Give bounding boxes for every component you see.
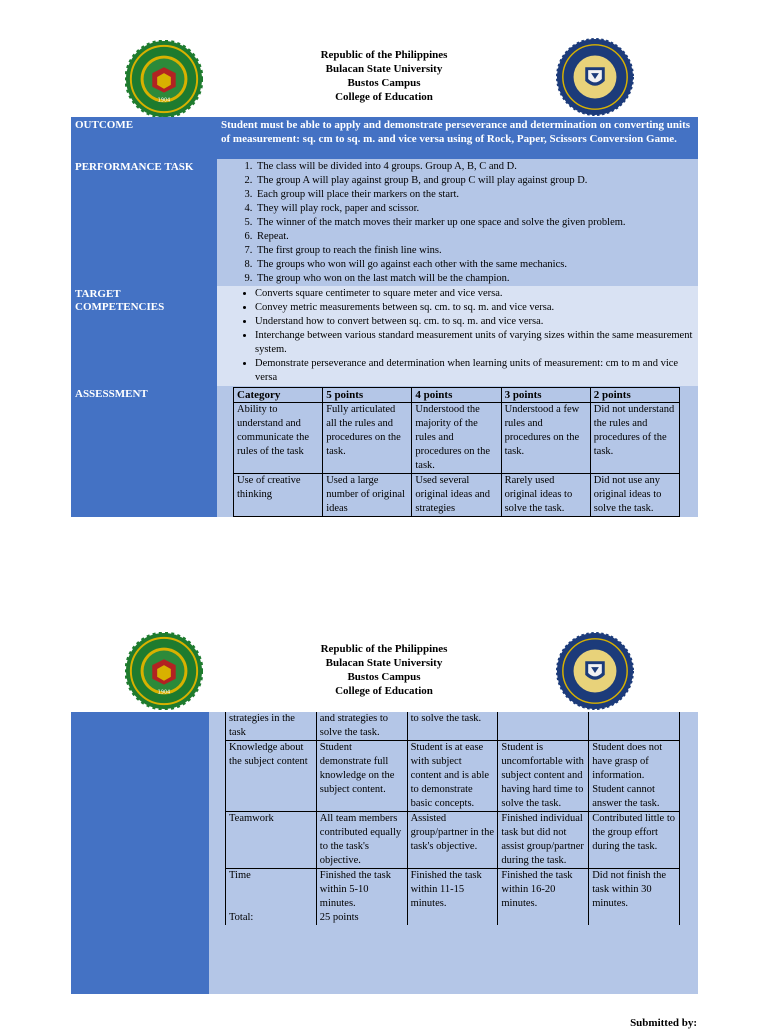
rubric-cell: Time [226, 869, 317, 912]
task-item: 4. They will play rock, paper and scissor. [255, 202, 698, 216]
bulsu-seal-logo [125, 40, 203, 118]
institution-heading [234, 642, 534, 698]
rubric-cell: Assisted group/partner in the task's objective. [407, 812, 498, 869]
rubric-cell: All team members contributed equally to the task's objective. [316, 812, 407, 869]
rubric-cell: Finished the task within 5-10 minutes. [316, 869, 407, 912]
rubric-row [226, 812, 680, 869]
competency-item: • Convey metric measurements between sq. cm. to sq. m. and vice versa. [255, 301, 698, 315]
rubric-row [226, 712, 680, 741]
rubric-total-row [226, 911, 680, 925]
rubric-cell: Used a large number of original ideas [323, 474, 412, 517]
competency-item: • Demonstrate perseverance and determination when learning units of measurement: cm to m and vice versa [255, 357, 698, 385]
rubric-row [234, 403, 680, 474]
target-competencies-label-line2: COMPETENCIES [75, 301, 165, 313]
header-line-campus: Bustos Campus [347, 671, 421, 683]
task-item: 2. The group A will play against group B, and group C will play against group D. [255, 174, 698, 188]
bulsu-seal-logo [125, 632, 203, 710]
rubric-cell: Student is at ease with subject content and is able to demonstrate basic concepts. [407, 741, 498, 812]
competency-item: • Interchange between various standard measurement units of varying sizes within the same measurement system. [255, 329, 698, 357]
rubric-header-cell: Category [234, 388, 323, 403]
target-competencies-label [71, 286, 217, 386]
rubric-cell: Teamwork [226, 812, 317, 869]
rubric-cell [498, 911, 589, 925]
rubric-cell: Finished the task within 16-20 minutes. [498, 869, 589, 912]
rubric-table [233, 387, 680, 517]
task-item: 3. Each group will place their markers on the start. [255, 188, 698, 202]
header-line-university: Bulacan State University [325, 657, 443, 669]
target-competencies-label-line1: TARGET [75, 288, 121, 300]
rubric-header-cell: 5 points [323, 388, 412, 403]
header-line-college: College of Education [335, 91, 433, 103]
rubric-cell [589, 712, 680, 741]
rubric-row [226, 741, 680, 812]
outcome-text: Student must be able to apply and demonstrate perseverance and determination on converting units of measurement: sq. cm to sq. m. and vice versa using of Rock, Paper, Scissors Conversion Game. [217, 117, 698, 159]
rubric-total-value: 25 points [316, 911, 407, 925]
task-item: 5. The winner of the match moves their marker up one space and solve the given problem. [255, 216, 698, 230]
assessment-row [71, 386, 698, 517]
rubric-cell: Did not understand the rules and procedures of the task. [590, 403, 679, 474]
competency-item: • Understand how to convert between sq. cm. to sq. m. and vice versa. [255, 315, 698, 329]
task-item: 9. The group who won on the last match will be the champion. [255, 272, 698, 286]
rubric-wrapper [217, 386, 698, 517]
outcome-row [71, 117, 698, 159]
assessment-label: ASSESSMENT [71, 386, 217, 517]
outcome-label: OUTCOME [71, 117, 217, 159]
lesson-plan-table [71, 117, 698, 517]
rubric-cell: Rarely used original ideas to solve the task. [501, 474, 590, 517]
rubric-header-row [234, 388, 680, 403]
rubric-cell [407, 911, 498, 925]
rubric-cell: Finished the task within 11-15 minutes. [407, 869, 498, 912]
rubric-cell: Knowledge about the subject content [226, 741, 317, 812]
rubric-cell: Did not finish the task within 30 minutes. [589, 869, 680, 912]
performance-task-label: PERFORMANCE TASK [71, 159, 217, 286]
task-item: 1. The class will be divided into 4 groups. Group A, B, C and D. [255, 160, 698, 174]
header-line-college: College of Education [335, 685, 433, 697]
header-line-university: Bulacan State University [325, 63, 443, 75]
target-competencies-content [217, 286, 698, 386]
rubric-cell: Understood a few rules and procedures on the task. [501, 403, 590, 474]
rubric-header-cell: 2 points [590, 388, 679, 403]
assessment-continued [71, 712, 698, 994]
competency-item: • Converts square centimeter to square meter and vice versa. [255, 287, 698, 301]
rubric-cell: to solve the task. [407, 712, 498, 741]
rubric-cell: and strategies to solve the task. [316, 712, 407, 741]
rubric-continued-wrapper [209, 712, 698, 994]
rubric-cell: strategies in the task [226, 712, 317, 741]
task-item: 8. The groups who won will go against each other with the same mechanics. [255, 258, 698, 272]
assessment-label-continued [71, 712, 209, 994]
rubric-cell: Did not use any original ideas to solve the task. [590, 474, 679, 517]
task-item: 6. Repeat. [255, 230, 698, 244]
svg-text:1904: 1904 [157, 97, 171, 104]
rubric-row [234, 474, 680, 517]
rubric-continued-table [225, 712, 680, 925]
rubric-header-cell: 3 points [501, 388, 590, 403]
target-competencies-row [71, 286, 698, 386]
header-line-republic: Republic of the Philippines [320, 643, 448, 655]
assessment-content [217, 386, 698, 517]
rubric-cell: Use of creative thinking [234, 474, 323, 517]
rubric-cell: Student demonstrate full knowledge on the subject content. [316, 741, 407, 812]
performance-task-row [71, 159, 698, 286]
competency-list [217, 286, 698, 385]
rubric-cell: Understood the majority of the rules and procedures on the task. [412, 403, 501, 474]
performance-task-list [217, 159, 698, 286]
rubric-cell: Finished individual task but did not assist group/partner during the task. [498, 812, 589, 869]
rubric-cell: Student does not have grasp of information. Student cannot answer the task. [589, 741, 680, 812]
submitted-by-label: Submitted by: [630, 1017, 697, 1029]
rubric-cell: Fully articulated all the rules and procedures on the task. [323, 403, 412, 474]
svg-text:1904: 1904 [157, 689, 171, 696]
college-seal-logo [556, 38, 634, 116]
rubric-cell [589, 911, 680, 925]
rubric-cell: Student is uncomfortable with subject content and having hard time to solve the task. [498, 741, 589, 812]
performance-task-content [217, 159, 698, 286]
rubric-cell: Contributed little to the group effort during the task. [589, 812, 680, 869]
header-line-republic: Republic of the Philippines [320, 49, 448, 61]
rubric-cell: Ability to understand and communicate the rules of the task [234, 403, 323, 474]
rubric-cell: Used several original ideas and strategies [412, 474, 501, 517]
rubric-row [226, 869, 680, 912]
header-line-campus: Bustos Campus [347, 77, 421, 89]
college-seal-logo [556, 632, 634, 710]
rubric-header-cell: 4 points [412, 388, 501, 403]
rubric-cell [498, 712, 589, 741]
institution-heading [234, 48, 534, 104]
rubric-total-label: Total: [226, 911, 317, 925]
task-item: 7. The first group to reach the finish line wins. [255, 244, 698, 258]
